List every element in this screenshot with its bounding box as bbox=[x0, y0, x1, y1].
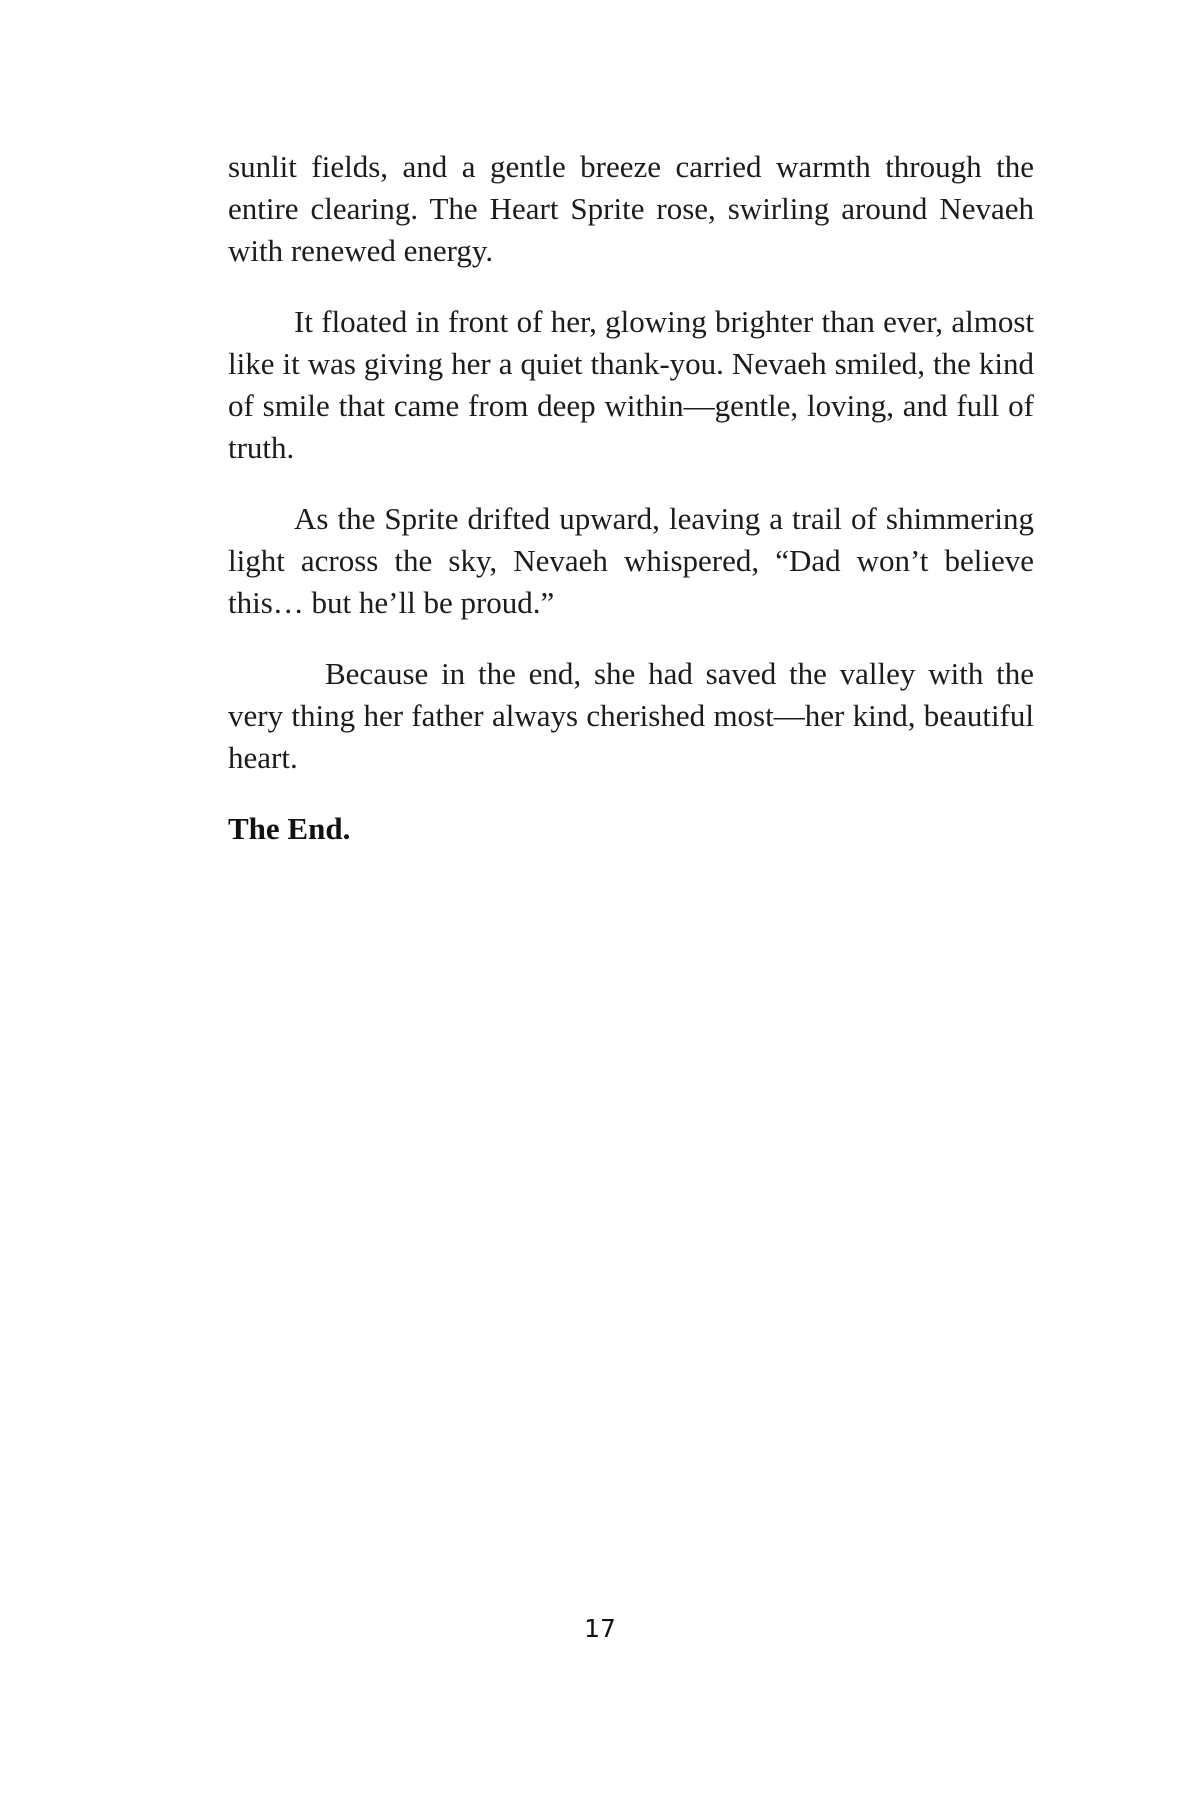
paragraph-1: sunlit fields, and a gentle breeze carried warmth through the entire clearing. The Heart Sprite rose, swirling around Nevaeh with renewed energy. bbox=[228, 149, 1034, 268]
page-number: 17 bbox=[584, 1614, 616, 1643]
the-end-heading: The End. bbox=[228, 811, 351, 846]
paragraph-2: It floated in front of her, glowing brighter than ever, almost like it was giving her a quiet thank-you. Nevaeh smiled, the kind of smile that came from deep within—gentle, loving, and full of truth. bbox=[228, 304, 1034, 465]
story-text bbox=[228, 146, 1034, 850]
paragraph-3: As the Sprite drifted upward, leaving a trail of shimmering light across the sky, Nevaeh whispered, “Dad won’t believe this… but he’ll be proud.” bbox=[228, 501, 1034, 620]
paragraph-4: Because in the end, she had saved the valley with the very thing her father always cherished most—her kind, beautiful heart. bbox=[228, 656, 1034, 775]
